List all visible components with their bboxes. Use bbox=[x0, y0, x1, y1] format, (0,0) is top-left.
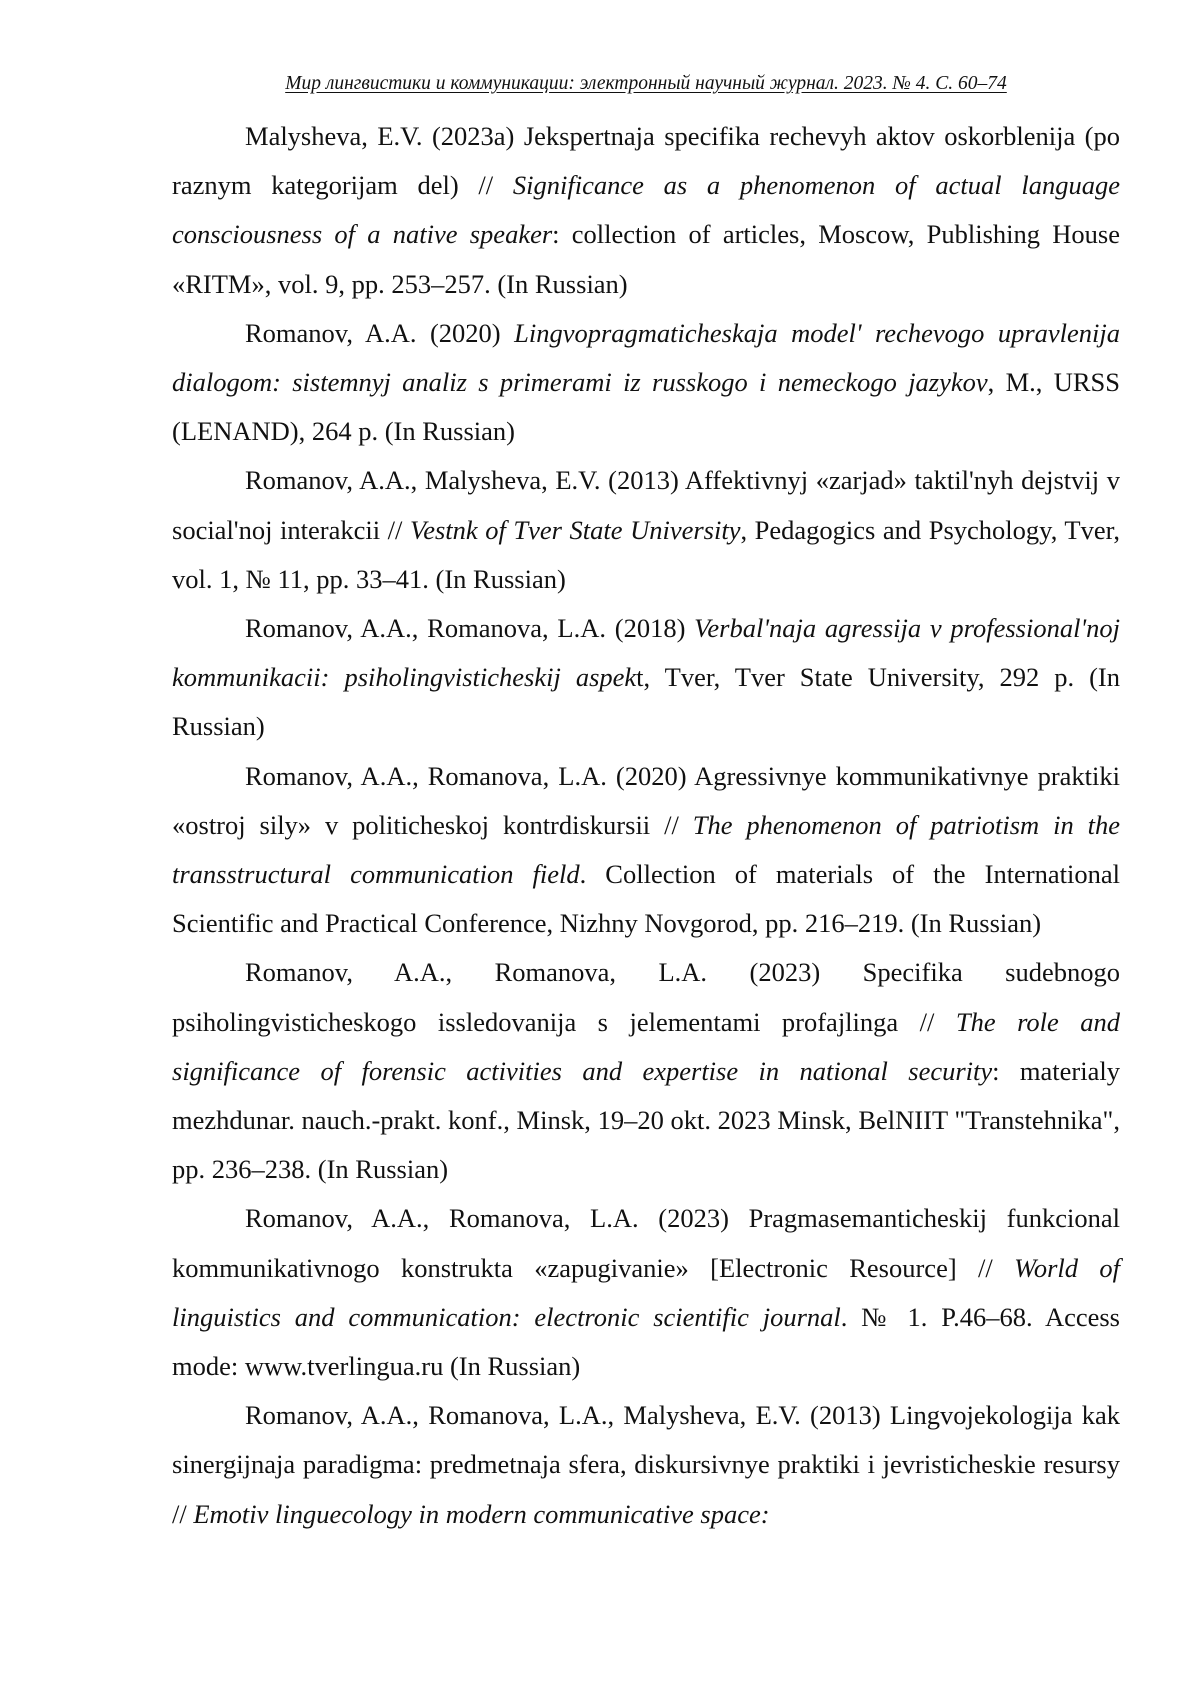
reference-text: . № 1. P.46–68. Access mode: www.tverlingua.ru (In Russian) bbox=[172, 1301, 1120, 1382]
reference-entry bbox=[172, 1194, 1120, 1391]
reference-text: Romanov, A.A., Romanova, L.A. (2020) Agressivnye kommunikativnye praktiki «ostroj sily» v politicheskoj kontrdiskursii // bbox=[172, 760, 1120, 840]
reference-text: t, Tver, Tver State University, 292 p. (In Russian) bbox=[172, 662, 1120, 742]
reference-title: World of linguistics and communication: electronic scientific journal bbox=[172, 1252, 1120, 1332]
reference-title: The phenomenon of patriotism in the transstructural communication field bbox=[172, 809, 1120, 890]
reference-entry bbox=[172, 1391, 1120, 1539]
reference-entry bbox=[172, 112, 1120, 309]
reference-entry bbox=[172, 456, 1120, 604]
reference-text: Romanov, A.A. (2020) bbox=[245, 317, 515, 348]
reference-text: , Pedagogics and Psychology, Tver, vol. 1, № 11, pp. 33–41. (In Russian) bbox=[172, 514, 1120, 594]
reference-entry bbox=[172, 752, 1120, 949]
reference-text: , M., URSS (LENAND), 264 p. (In Russian) bbox=[172, 367, 1121, 447]
reference-text: Romanov, A.A., Romanova, L.A. (2018) bbox=[245, 613, 695, 644]
reference-entry bbox=[172, 604, 1120, 752]
reference-text: Romanov, A.A., Romanova, L.A. (2023) Pragmasemanticheskij funkcional kommunikativnogo konstrukta «zapugivanie» [Electronic Resource] // bbox=[172, 1203, 1120, 1283]
reference-text: : materialy mezhdunar. nauch.-prakt. konf., Minsk, 19–20 okt. 2023 Minsk, BelNIIT "Transtehnika", pp. 236–238. (In Russian) bbox=[172, 1055, 1120, 1185]
running-header: Мир лингвистики и коммуникации: электронный научный журнал. 2023. № 4. С. 60–74 bbox=[285, 73, 1007, 94]
reference-list bbox=[172, 112, 1120, 1539]
reference-text: Romanov, A.A., Romanova, L.A., Malysheva, E.V. (2013) Lingvojekologija kak sinergijnaja paradigma: predmetnaja sfera, diskursivnye praktiki i jevristicheskie resursy // bbox=[172, 1400, 1120, 1529]
reference-text: Romanov, A.A., Malysheva, E.V. (2013) Affektivnyj «zarjad» taktil'nyh dejstvij v social'noj interakcii // bbox=[172, 465, 1120, 545]
reference-text: Malysheva, E.V. (2023a) Jekspertnaja specifika rechevyh aktov oskorblenija (po raznym kategorijam del) // bbox=[172, 121, 1120, 201]
reference-title: Lingvopragmaticheskaja model' rechevogo upravlenija dialogom: sistemnyj analiz s primerami iz russkogo i nemeckogo jazykov bbox=[172, 317, 1120, 398]
reference-title: Significance as a phenomenon of actual language consciousness of a native speaker bbox=[172, 170, 1120, 250]
reference-title: The role and significance of forensic activities and expertise in national security bbox=[172, 1006, 1120, 1086]
reference-text: : collection of articles, Moscow, Publishing House «RITM», vol. 9, pp. 253–257. (In Russian) bbox=[172, 219, 1120, 299]
reference-title: Vestnk of Tver State University bbox=[409, 514, 741, 545]
reference-entry bbox=[172, 309, 1120, 457]
reference-title: Verbal'naja agressija v professional'noj kommunikacii: psiholingvisticheskij aspek bbox=[172, 613, 1120, 693]
reference-text: . Collection of materials of the International Scientific and Practical Conference, Nizhny Novgorod, pp. 216–219. (In Russian) bbox=[172, 859, 1120, 939]
reference-title: Emotiv linguecology in modern communicative space: bbox=[193, 1498, 770, 1529]
reference-entry bbox=[172, 948, 1120, 1194]
reference-text: Romanov, A.A., Romanova, L.A. (2023) Specifika sudebnogo psiholingvisticheskogo issledovanija s jelementami profajlinga // bbox=[172, 957, 1120, 1037]
